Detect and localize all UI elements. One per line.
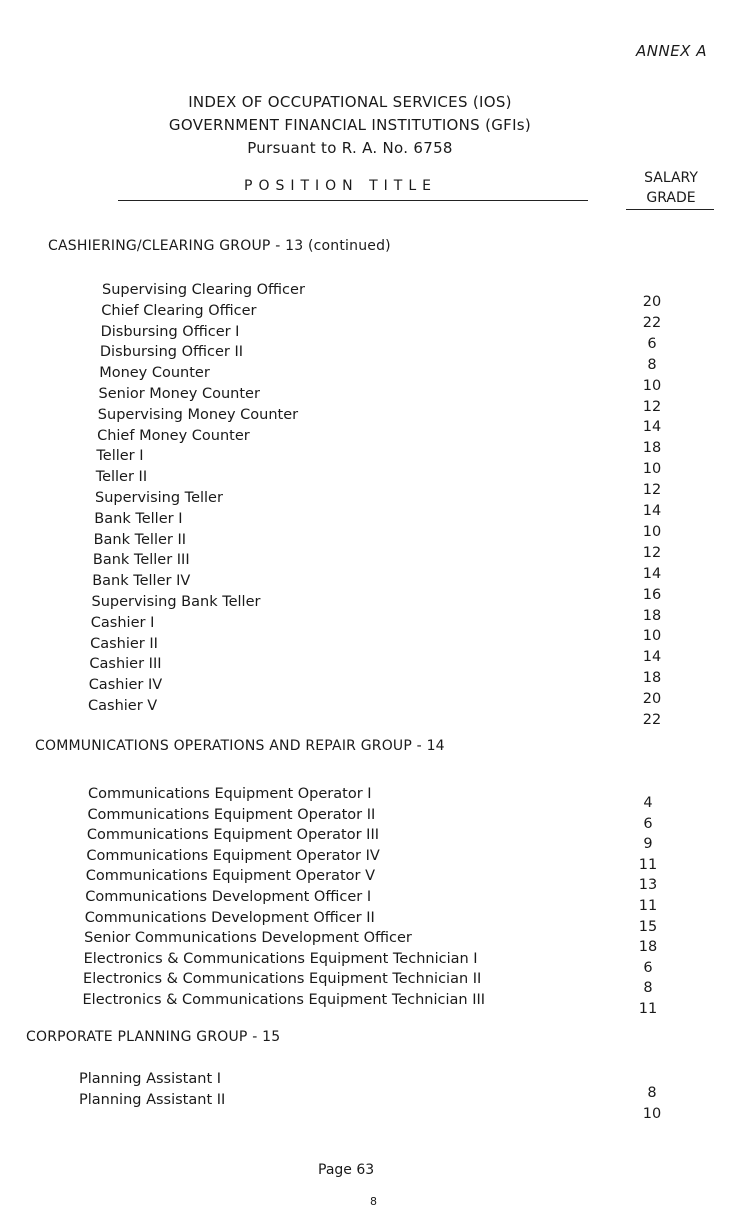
salary-grade: 12 bbox=[642, 544, 662, 561]
position-title: Supervising Clearing Officer bbox=[102, 282, 305, 298]
position-title: Communications Equipment Operator II bbox=[87, 806, 376, 823]
salary-grade: 4 bbox=[643, 795, 653, 811]
salary-grade: 12 bbox=[642, 398, 662, 415]
salary-grade: 8 bbox=[643, 980, 653, 997]
document-title: INDEX OF OCCUPATIONAL SERVICES (IOS) bbox=[188, 93, 512, 111]
position-title: Bank Teller III bbox=[92, 552, 190, 569]
salary-grade: 10 bbox=[642, 628, 662, 645]
salary-grade: 11 bbox=[638, 856, 658, 873]
position-title: Electronics & Communications Equipment Technician II bbox=[83, 971, 482, 988]
salary-grade: 6 bbox=[643, 815, 653, 832]
position-title: Communications Development Officer II bbox=[84, 909, 375, 926]
document-reference: Pursuant to R. A. No. 6758 bbox=[247, 139, 453, 157]
position-title: Planning Assistant II bbox=[79, 1091, 226, 1108]
salary-grade: 20 bbox=[642, 294, 662, 310]
salary-grade: 18 bbox=[642, 440, 662, 457]
annex-label: ANNEX A bbox=[636, 42, 707, 60]
position-title: Cashier I bbox=[90, 614, 155, 631]
position-title-header: POSITION TITLE bbox=[244, 178, 437, 194]
salary-grade: 13 bbox=[638, 877, 658, 894]
salary-grade: 18 bbox=[642, 607, 662, 624]
position-title: Teller I bbox=[96, 448, 144, 465]
position-title: Supervising Teller bbox=[95, 490, 223, 506]
salary-grade: 8 bbox=[647, 356, 657, 373]
position-title: Supervising Bank Teller bbox=[91, 594, 261, 610]
group-title: CASHIERING/CLEARING GROUP - 13 (continued) bbox=[48, 238, 391, 254]
salary-grade: 14 bbox=[642, 565, 662, 582]
position-title: Communications Development Officer I bbox=[85, 889, 372, 905]
salary-grade: 18 bbox=[638, 939, 658, 956]
salary-grade: 14 bbox=[642, 649, 662, 666]
salary-grade: 22 bbox=[642, 314, 662, 331]
position-title: Communications Equipment Operator III bbox=[86, 827, 380, 844]
salary-grade: 11 bbox=[638, 1001, 658, 1017]
position-title: Chief Clearing Officer bbox=[101, 302, 257, 319]
position-title: Senior Communications Development Officer bbox=[84, 930, 412, 947]
salary-grade: 10 bbox=[642, 523, 662, 540]
salary-grade: 10 bbox=[642, 377, 662, 394]
salary-grade: 10 bbox=[642, 1105, 662, 1122]
position-title: Disbursing Officer II bbox=[99, 344, 244, 361]
group-title: CORPORATE PLANNING GROUP - 15 bbox=[26, 1029, 281, 1045]
position-title: Chief Money Counter bbox=[97, 427, 250, 444]
salary-grade: 16 bbox=[642, 586, 662, 603]
salary-grade: 14 bbox=[642, 503, 662, 519]
salary-grade: 11 bbox=[638, 898, 658, 914]
position-title: Bank Teller IV bbox=[92, 573, 191, 590]
salary-grade: 6 bbox=[647, 335, 657, 352]
position-title: Cashier III bbox=[89, 656, 162, 673]
salary-grade: 6 bbox=[643, 959, 653, 976]
position-title: Supervising Money Counter bbox=[97, 406, 299, 423]
position-title: Electronics & Communications Equipment Technician I bbox=[83, 950, 478, 967]
salary-header-line1: SALARY bbox=[644, 170, 698, 186]
salary-grade: 18 bbox=[642, 670, 662, 687]
salary-grade: 9 bbox=[643, 836, 653, 853]
position-title: Bank Teller I bbox=[94, 510, 183, 527]
salary-grade: 12 bbox=[642, 482, 662, 499]
salary-grade-header bbox=[628, 168, 714, 208]
page-number: Page 63 bbox=[318, 1162, 375, 1178]
position-title: Cashier V bbox=[88, 698, 158, 714]
salary-grade: 15 bbox=[638, 918, 658, 935]
position-title: Communications Equipment Operator I bbox=[88, 786, 372, 802]
salary-grade: 14 bbox=[642, 419, 662, 436]
salary-grade: 8 bbox=[647, 1085, 657, 1101]
position-title: Bank Teller II bbox=[93, 531, 187, 548]
salary-grade: 22 bbox=[642, 712, 662, 728]
salary-header-line2: GRADE bbox=[646, 190, 696, 206]
position-title: Cashier IV bbox=[88, 677, 163, 694]
position-title: Communications Equipment Operator IV bbox=[86, 847, 380, 864]
group-title: COMMUNICATIONS OPERATIONS AND REPAIR GROUP - 14 bbox=[35, 738, 445, 754]
position-title: Teller II bbox=[95, 469, 148, 486]
position-title: Disbursing Officer I bbox=[100, 323, 240, 340]
page-mark: 8 bbox=[370, 1195, 377, 1208]
position-title: Planning Assistant I bbox=[79, 1071, 222, 1087]
position-title-rule bbox=[118, 200, 588, 201]
salary-grade-rule bbox=[626, 209, 714, 210]
salary-grade: 10 bbox=[642, 461, 662, 478]
position-title: Money Counter bbox=[99, 365, 210, 382]
document-subtitle: GOVERNMENT FINANCIAL INSTITUTIONS (GFIs) bbox=[168, 116, 532, 134]
position-title: Communications Equipment Operator V bbox=[85, 868, 375, 885]
position-title: Senior Money Counter bbox=[98, 386, 260, 402]
salary-grade: 20 bbox=[642, 691, 662, 708]
position-title: Electronics & Communications Equipment Technician III bbox=[82, 992, 486, 1008]
position-title: Cashier II bbox=[90, 635, 158, 652]
